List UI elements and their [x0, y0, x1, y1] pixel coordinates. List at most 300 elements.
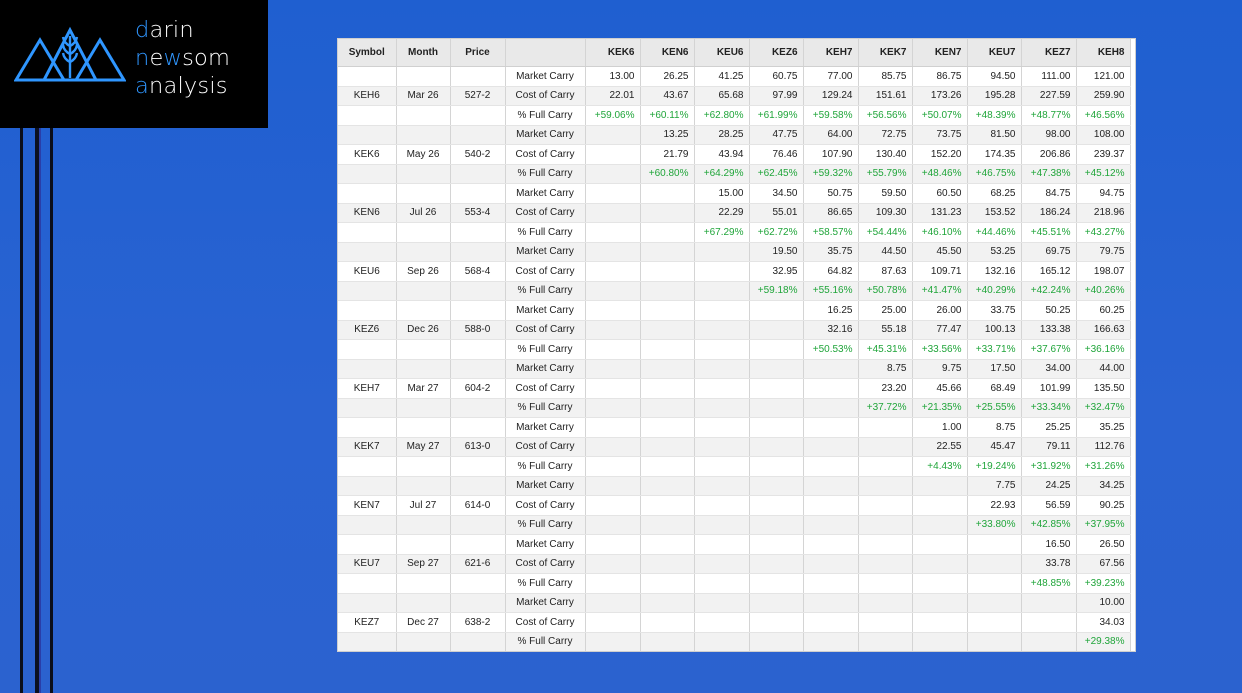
value-cell: 17.50: [967, 359, 1021, 379]
metric-label-cell: Market Carry: [505, 418, 585, 438]
value-cell: [585, 496, 640, 516]
table-row: [338, 457, 1130, 477]
value-cell: [585, 184, 640, 204]
symbol-cell: [338, 164, 396, 184]
value-cell: [858, 496, 912, 516]
value-cell: [585, 320, 640, 340]
value-cell: [694, 613, 749, 633]
value-cell: [803, 613, 858, 633]
metric-label-cell: % Full Carry: [505, 574, 585, 594]
value-cell: 227.59: [1021, 86, 1076, 106]
month-cell: [396, 632, 450, 652]
value-cell: [585, 281, 640, 301]
value-cell: +37.95%: [1076, 515, 1130, 535]
price-cell: 553-4: [450, 203, 505, 223]
month-cell: [396, 301, 450, 321]
month-cell: [396, 340, 450, 360]
value-cell: 64.00: [803, 125, 858, 145]
metric-label-cell: % Full Carry: [505, 457, 585, 477]
value-cell: [694, 379, 749, 399]
month-cell: Mar 26: [396, 86, 450, 106]
value-cell: 9.75: [912, 359, 967, 379]
value-cell: 109.30: [858, 203, 912, 223]
value-cell: [858, 476, 912, 496]
price-cell: 604-2: [450, 379, 505, 399]
value-cell: [749, 359, 803, 379]
value-cell: 35.25: [1076, 418, 1130, 438]
value-cell: [585, 535, 640, 555]
column-header: KEZ6: [749, 39, 803, 67]
value-cell: [858, 554, 912, 574]
value-cell: +58.57%: [803, 223, 858, 243]
symbol-cell: [338, 359, 396, 379]
metric-label-cell: Cost of Carry: [505, 379, 585, 399]
metric-label-cell: Market Carry: [505, 242, 585, 262]
table-row: [338, 320, 1130, 340]
value-cell: +46.10%: [912, 223, 967, 243]
value-cell: 68.49: [967, 379, 1021, 399]
symbol-cell: [338, 574, 396, 594]
value-cell: 69.75: [1021, 242, 1076, 262]
value-cell: 50.25: [1021, 301, 1076, 321]
value-cell: [749, 613, 803, 633]
metric-label-cell: Market Carry: [505, 67, 585, 87]
price-cell: 614-0: [450, 496, 505, 516]
value-cell: [803, 632, 858, 652]
value-cell: +56.56%: [858, 106, 912, 126]
value-cell: [640, 340, 694, 360]
value-cell: [585, 632, 640, 652]
column-header: KEN6: [640, 39, 694, 67]
value-cell: [640, 613, 694, 633]
table-row: [338, 613, 1130, 633]
table-row: [338, 184, 1130, 204]
value-cell: [749, 515, 803, 535]
metric-label-cell: Market Carry: [505, 184, 585, 204]
month-cell: [396, 574, 450, 594]
symbol-cell: [338, 593, 396, 613]
value-cell: [803, 496, 858, 516]
value-cell: 186.24: [1021, 203, 1076, 223]
month-cell: Jul 27: [396, 496, 450, 516]
value-cell: 56.59: [1021, 496, 1076, 516]
symbol-cell: KEZ6: [338, 320, 396, 340]
symbol-cell: [338, 535, 396, 555]
value-cell: 81.50: [967, 125, 1021, 145]
value-cell: 1.00: [912, 418, 967, 438]
value-cell: 16.50: [1021, 535, 1076, 555]
value-cell: [749, 320, 803, 340]
value-cell: [640, 574, 694, 594]
value-cell: +61.99%: [749, 106, 803, 126]
value-cell: +48.85%: [1021, 574, 1076, 594]
value-cell: +59.32%: [803, 164, 858, 184]
value-cell: [967, 632, 1021, 652]
value-cell: [640, 476, 694, 496]
value-cell: [640, 223, 694, 243]
value-cell: [640, 535, 694, 555]
table-row: [338, 554, 1130, 574]
value-cell: +59.18%: [749, 281, 803, 301]
value-cell: [694, 457, 749, 477]
value-cell: [803, 457, 858, 477]
price-cell: [450, 242, 505, 262]
symbol-cell: KEN6: [338, 203, 396, 223]
value-cell: [749, 476, 803, 496]
table-row: [338, 86, 1130, 106]
value-cell: [1021, 593, 1076, 613]
metric-label-cell: % Full Carry: [505, 632, 585, 652]
value-cell: +64.29%: [694, 164, 749, 184]
value-cell: [749, 340, 803, 360]
value-cell: [640, 418, 694, 438]
symbol-cell: [338, 476, 396, 496]
value-cell: 174.35: [967, 145, 1021, 165]
value-cell: 22.93: [967, 496, 1021, 516]
value-cell: +42.24%: [1021, 281, 1076, 301]
value-cell: 73.75: [912, 125, 967, 145]
value-cell: 79.11: [1021, 437, 1076, 457]
value-cell: 101.99: [1021, 379, 1076, 399]
value-cell: 16.25: [803, 301, 858, 321]
value-cell: [694, 359, 749, 379]
value-cell: 65.68: [694, 86, 749, 106]
value-cell: [749, 496, 803, 516]
value-cell: [694, 242, 749, 262]
value-cell: 60.75: [749, 67, 803, 87]
symbol-cell: [338, 223, 396, 243]
value-cell: [585, 359, 640, 379]
value-cell: [1021, 613, 1076, 633]
value-cell: 79.75: [1076, 242, 1130, 262]
value-cell: [585, 164, 640, 184]
value-cell: 34.50: [749, 184, 803, 204]
price-cell: 638-2: [450, 613, 505, 633]
metric-label-cell: Market Carry: [505, 535, 585, 555]
value-cell: [694, 593, 749, 613]
value-cell: +44.46%: [967, 223, 1021, 243]
metric-label-cell: Market Carry: [505, 593, 585, 613]
symbol-cell: KEK7: [338, 437, 396, 457]
value-cell: 22.01: [585, 86, 640, 106]
table-row: [338, 632, 1130, 652]
value-cell: 34.25: [1076, 476, 1130, 496]
value-cell: [858, 593, 912, 613]
table-header-row: [338, 39, 1130, 67]
symbol-cell: [338, 281, 396, 301]
value-cell: [749, 418, 803, 438]
value-cell: 133.38: [1021, 320, 1076, 340]
value-cell: [912, 554, 967, 574]
value-cell: [749, 301, 803, 321]
value-cell: +19.24%: [967, 457, 1021, 477]
value-cell: 25.25: [1021, 418, 1076, 438]
value-cell: 87.63: [858, 262, 912, 282]
value-cell: +48.46%: [912, 164, 967, 184]
price-cell: [450, 301, 505, 321]
value-cell: [749, 437, 803, 457]
column-header: KEZ7: [1021, 39, 1076, 67]
value-cell: [640, 262, 694, 282]
metric-label-cell: Cost of Carry: [505, 145, 585, 165]
value-cell: 90.25: [1076, 496, 1130, 516]
value-cell: [749, 535, 803, 555]
value-cell: [640, 515, 694, 535]
table-row: [338, 164, 1130, 184]
metric-label-cell: Cost of Carry: [505, 262, 585, 282]
value-cell: 19.50: [749, 242, 803, 262]
value-cell: [749, 554, 803, 574]
month-cell: Dec 26: [396, 320, 450, 340]
month-cell: Dec 27: [396, 613, 450, 633]
symbol-cell: [338, 398, 396, 418]
metric-label-cell: % Full Carry: [505, 223, 585, 243]
month-cell: [396, 535, 450, 555]
value-cell: 59.50: [858, 184, 912, 204]
column-header: KEN7: [912, 39, 967, 67]
value-cell: [640, 457, 694, 477]
decorative-stripe: [50, 128, 53, 693]
value-cell: [912, 574, 967, 594]
metric-label-cell: Market Carry: [505, 359, 585, 379]
value-cell: +33.71%: [967, 340, 1021, 360]
value-cell: +45.12%: [1076, 164, 1130, 184]
value-cell: [858, 437, 912, 457]
value-cell: [858, 613, 912, 633]
price-cell: [450, 535, 505, 555]
symbol-cell: [338, 340, 396, 360]
value-cell: 77.47: [912, 320, 967, 340]
value-cell: 55.18: [858, 320, 912, 340]
value-cell: [803, 359, 858, 379]
value-cell: 195.28: [967, 86, 1021, 106]
symbol-cell: KEU6: [338, 262, 396, 282]
value-cell: [912, 535, 967, 555]
value-cell: 64.82: [803, 262, 858, 282]
value-cell: +40.26%: [1076, 281, 1130, 301]
price-cell: [450, 164, 505, 184]
value-cell: +45.31%: [858, 340, 912, 360]
table-row: [338, 223, 1130, 243]
value-cell: +40.29%: [967, 281, 1021, 301]
value-cell: 108.00: [1076, 125, 1130, 145]
value-cell: [585, 242, 640, 262]
value-cell: [694, 418, 749, 438]
value-cell: +48.77%: [1021, 106, 1076, 126]
price-cell: [450, 125, 505, 145]
month-cell: [396, 398, 450, 418]
value-cell: 50.75: [803, 184, 858, 204]
value-cell: 15.00: [694, 184, 749, 204]
value-cell: +41.47%: [912, 281, 967, 301]
value-cell: 10.00: [1076, 593, 1130, 613]
value-cell: [585, 593, 640, 613]
month-cell: Mar 27: [396, 379, 450, 399]
value-cell: [858, 535, 912, 555]
table-row: [338, 476, 1130, 496]
table-row: [338, 106, 1130, 126]
value-cell: +36.16%: [1076, 340, 1130, 360]
brand-wordmark: [135, 16, 230, 100]
value-cell: +33.80%: [967, 515, 1021, 535]
value-cell: 165.12: [1021, 262, 1076, 282]
value-cell: 111.00: [1021, 67, 1076, 87]
value-cell: 33.75: [967, 301, 1021, 321]
table-row: [338, 574, 1130, 594]
metric-label-cell: Cost of Carry: [505, 613, 585, 633]
value-cell: [967, 593, 1021, 613]
price-cell: [450, 67, 505, 87]
price-cell: 613-0: [450, 437, 505, 457]
value-cell: [585, 125, 640, 145]
value-cell: +62.45%: [749, 164, 803, 184]
value-cell: 135.50: [1076, 379, 1130, 399]
value-cell: [694, 574, 749, 594]
value-cell: 239.37: [1076, 145, 1130, 165]
value-cell: 25.00: [858, 301, 912, 321]
brand-line-3: analysis: [135, 73, 228, 99]
value-cell: 98.00: [1021, 125, 1076, 145]
column-header: KEK6: [585, 39, 640, 67]
value-cell: 76.46: [749, 145, 803, 165]
value-cell: 132.16: [967, 262, 1021, 282]
value-cell: +37.67%: [1021, 340, 1076, 360]
metric-label-cell: % Full Carry: [505, 106, 585, 126]
value-cell: [585, 301, 640, 321]
value-cell: +50.07%: [912, 106, 967, 126]
table-row: [338, 203, 1130, 223]
value-cell: [694, 340, 749, 360]
value-cell: 152.20: [912, 145, 967, 165]
value-cell: 60.50: [912, 184, 967, 204]
value-cell: 34.00: [1021, 359, 1076, 379]
value-cell: 28.25: [694, 125, 749, 145]
value-cell: [585, 418, 640, 438]
value-cell: 8.75: [858, 359, 912, 379]
metric-label-cell: Cost of Carry: [505, 437, 585, 457]
symbol-cell: [338, 106, 396, 126]
value-cell: 153.52: [967, 203, 1021, 223]
value-cell: 43.67: [640, 86, 694, 106]
table-row: [338, 535, 1130, 555]
value-cell: [803, 574, 858, 594]
month-cell: [396, 476, 450, 496]
value-cell: [585, 340, 640, 360]
wheat-mountains-icon: [14, 22, 126, 86]
month-cell: [396, 418, 450, 438]
value-cell: 206.86: [1021, 145, 1076, 165]
table-row: [338, 398, 1130, 418]
value-cell: 26.25: [640, 67, 694, 87]
price-cell: [450, 574, 505, 594]
value-cell: 109.71: [912, 262, 967, 282]
symbol-cell: KEH6: [338, 86, 396, 106]
value-cell: [585, 613, 640, 633]
metric-label-cell: % Full Carry: [505, 281, 585, 301]
value-cell: +43.27%: [1076, 223, 1130, 243]
price-cell: 588-0: [450, 320, 505, 340]
value-cell: +39.23%: [1076, 574, 1130, 594]
value-cell: [803, 437, 858, 457]
price-cell: 527-2: [450, 86, 505, 106]
value-cell: +60.80%: [640, 164, 694, 184]
value-cell: [694, 554, 749, 574]
price-cell: 568-4: [450, 262, 505, 282]
value-cell: [749, 632, 803, 652]
price-cell: [450, 398, 505, 418]
value-cell: 33.78: [1021, 554, 1076, 574]
value-cell: [640, 554, 694, 574]
value-cell: [749, 574, 803, 594]
month-cell: [396, 67, 450, 87]
decorative-stripe: [20, 128, 23, 693]
value-cell: 45.47: [967, 437, 1021, 457]
value-cell: +45.51%: [1021, 223, 1076, 243]
price-cell: [450, 106, 505, 126]
value-cell: [803, 418, 858, 438]
value-cell: [803, 554, 858, 574]
month-cell: [396, 242, 450, 262]
symbol-cell: [338, 632, 396, 652]
value-cell: 26.50: [1076, 535, 1130, 555]
value-cell: 41.25: [694, 67, 749, 87]
symbol-cell: [338, 67, 396, 87]
column-header: Price: [450, 39, 505, 67]
value-cell: +29.38%: [1076, 632, 1130, 652]
value-cell: [803, 476, 858, 496]
table-row: [338, 496, 1130, 516]
value-cell: 259.90: [1076, 86, 1130, 106]
value-cell: 26.00: [912, 301, 967, 321]
table-row: [338, 262, 1130, 282]
value-cell: +33.56%: [912, 340, 967, 360]
value-cell: [858, 457, 912, 477]
value-cell: [694, 515, 749, 535]
value-cell: +59.58%: [803, 106, 858, 126]
value-cell: [912, 496, 967, 516]
column-header: Month: [396, 39, 450, 67]
value-cell: [912, 613, 967, 633]
value-cell: 151.61: [858, 86, 912, 106]
month-cell: Jul 26: [396, 203, 450, 223]
value-cell: 44.50: [858, 242, 912, 262]
value-cell: [585, 554, 640, 574]
symbol-cell: KEK6: [338, 145, 396, 165]
value-cell: 198.07: [1076, 262, 1130, 282]
symbol-cell: [338, 301, 396, 321]
value-cell: [803, 379, 858, 399]
symbol-cell: KEH7: [338, 379, 396, 399]
symbol-cell: [338, 125, 396, 145]
value-cell: [640, 632, 694, 652]
table-row: [338, 281, 1130, 301]
value-cell: [749, 379, 803, 399]
value-cell: +55.16%: [803, 281, 858, 301]
symbol-cell: [338, 515, 396, 535]
value-cell: [585, 145, 640, 165]
value-cell: [640, 496, 694, 516]
table-row: [338, 418, 1130, 438]
value-cell: [912, 515, 967, 535]
value-cell: 45.50: [912, 242, 967, 262]
value-cell: [803, 535, 858, 555]
value-cell: [858, 418, 912, 438]
symbol-cell: [338, 457, 396, 477]
month-cell: [396, 593, 450, 613]
value-cell: [858, 574, 912, 594]
value-cell: [858, 515, 912, 535]
metric-label-cell: Cost of Carry: [505, 86, 585, 106]
